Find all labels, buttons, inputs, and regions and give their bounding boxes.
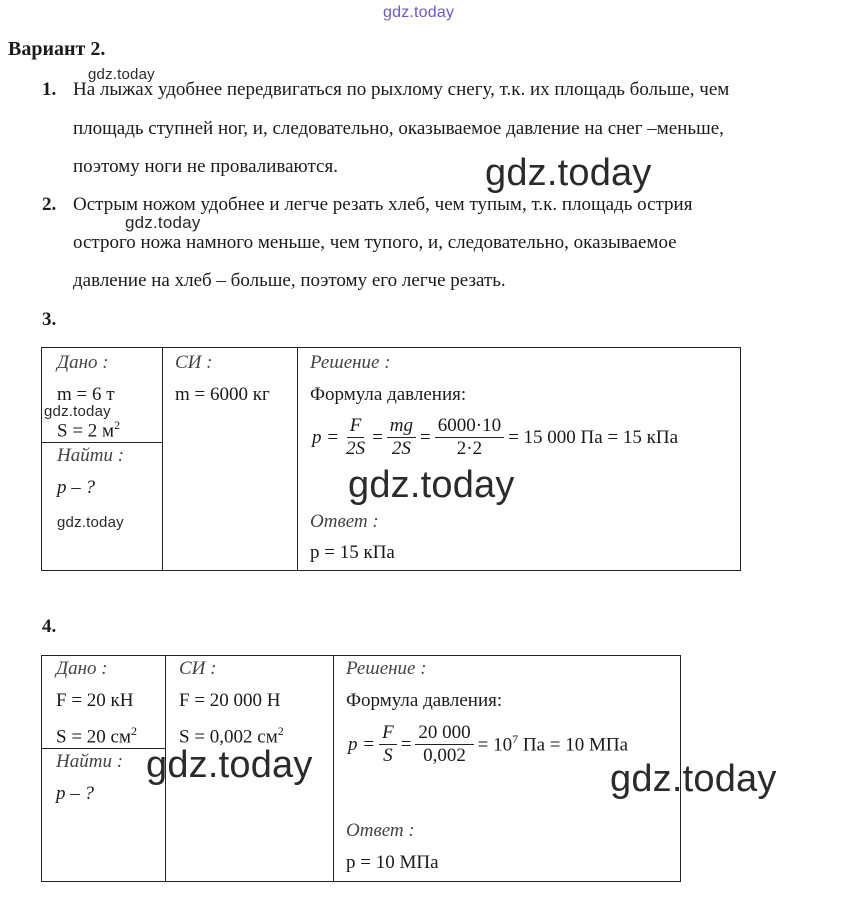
p3-answer-label: Ответ : <box>310 511 379 532</box>
item-2-number: 2. <box>42 194 57 215</box>
p3-solution-label: Решение : <box>310 352 391 373</box>
p3-given-2: S = 2 $м^2$ <box>57 418 121 442</box>
item-2-line-2: острого ножа намного меньше, чем тупого, и, следовательно, оказываемое <box>73 232 677 253</box>
p4-find-value: p – ? <box>56 783 94 804</box>
p3-result: = 15 000 Па = 15 кПа <box>508 426 679 448</box>
watermark-small-2: gdz.today <box>125 213 201 232</box>
p3-find-cell <box>42 443 163 571</box>
p3-find-value: p – ? <box>57 477 95 498</box>
problem-3-table <box>41 347 741 571</box>
p4-solution-label: Решение : <box>346 658 427 679</box>
watermark-small-3: gdz.today <box>44 403 111 420</box>
item-2-line-1: Острым ножом удобнее и легче резать хлеб, чем тупым, т.к. площадь острия <box>73 194 693 215</box>
p3-eq-2: = <box>420 426 431 448</box>
p3-eq-1: = <box>372 426 383 448</box>
variant-title: Вариант 2. <box>8 38 106 60</box>
watermark-large-2: gdz.today <box>348 464 515 506</box>
p4-answer-value: p = 10 МПа <box>346 852 439 873</box>
problem-4-table <box>41 655 681 882</box>
p3-answer-value: p = 15 кПа <box>310 542 395 563</box>
p3-frac-2: $\frac{mg}{2S}$ <box>387 415 416 460</box>
p4-find-label: Найти : <box>56 751 124 772</box>
p4-answer-label: Ответ : <box>346 820 415 841</box>
p4-si-1: F = 20 000 Н <box>179 690 281 711</box>
p3-given-cell <box>42 348 163 443</box>
p3-frac-1: $\frac{F}{2S}$ <box>346 415 366 459</box>
item-1-line-3: поэтому ноги не проваливаются. <box>73 156 338 177</box>
item-2-line-3: давление на хлеб – больше, поэтому его легче резать. <box>73 270 506 291</box>
item-1-line-1: На лыжах удобнее передвигаться по рыхлому снегу, т.к. их площадь больше, чем <box>73 79 730 100</box>
p4-formula-p: p = <box>348 733 376 755</box>
p3-formula <box>310 415 680 460</box>
p4-si-label: СИ : <box>179 658 217 679</box>
problem-4-number: 4. <box>42 616 57 637</box>
watermark-top: gdz.today <box>383 4 455 21</box>
problem-3-number: 3. <box>42 309 57 330</box>
p4-result: = $10^7$ Па = 10 МПа <box>477 732 629 756</box>
p3-given-1: m = 6 т <box>57 384 115 405</box>
p4-given-cell <box>42 656 166 749</box>
watermark-large-1: gdz.today <box>485 152 652 194</box>
watermark-large-4: gdz.today <box>610 758 777 800</box>
p4-given-1: F = 20 кН <box>56 690 134 711</box>
p4-given-label: Дано : <box>56 658 108 679</box>
item-1-line-2: площадь ступней ног, и, следовательно, оказываемое давление на снег –меньше, <box>73 118 724 139</box>
p3-si-cell <box>163 348 298 571</box>
watermark-small-1: gdz.today <box>88 66 155 83</box>
p4-formula <box>346 722 630 767</box>
p3-given-label: Дано : <box>57 352 109 373</box>
watermark-large-3: gdz.today <box>146 744 313 786</box>
p3-formula-title: Формула давления: <box>310 384 467 405</box>
p4-si-2: S = 0,002 $см^2$ <box>179 724 284 748</box>
p4-frac-1: $\frac{F}{S}$ <box>379 722 397 767</box>
watermark-small-4: gdz.today <box>57 514 124 531</box>
p4-given-2: S = 20 $см^2$ <box>56 724 137 748</box>
p4-frac-2: $\frac{20 000}{0,002}$ <box>415 722 473 767</box>
p3-formula-p: p = <box>312 426 340 448</box>
p3-si-1: m = 6000 кг <box>175 384 270 405</box>
p3-si-label: СИ : <box>175 352 213 373</box>
item-1-number: 1. <box>42 79 57 100</box>
p3-solution-cell <box>298 348 741 571</box>
p4-eq-1: = <box>400 733 412 755</box>
p3-find-label: Найти : <box>57 445 125 466</box>
p3-frac-3: $\frac{6000\cdot 10}{2\cdot 2}$ <box>435 415 504 460</box>
p4-formula-title: Формула давления: <box>346 690 503 711</box>
